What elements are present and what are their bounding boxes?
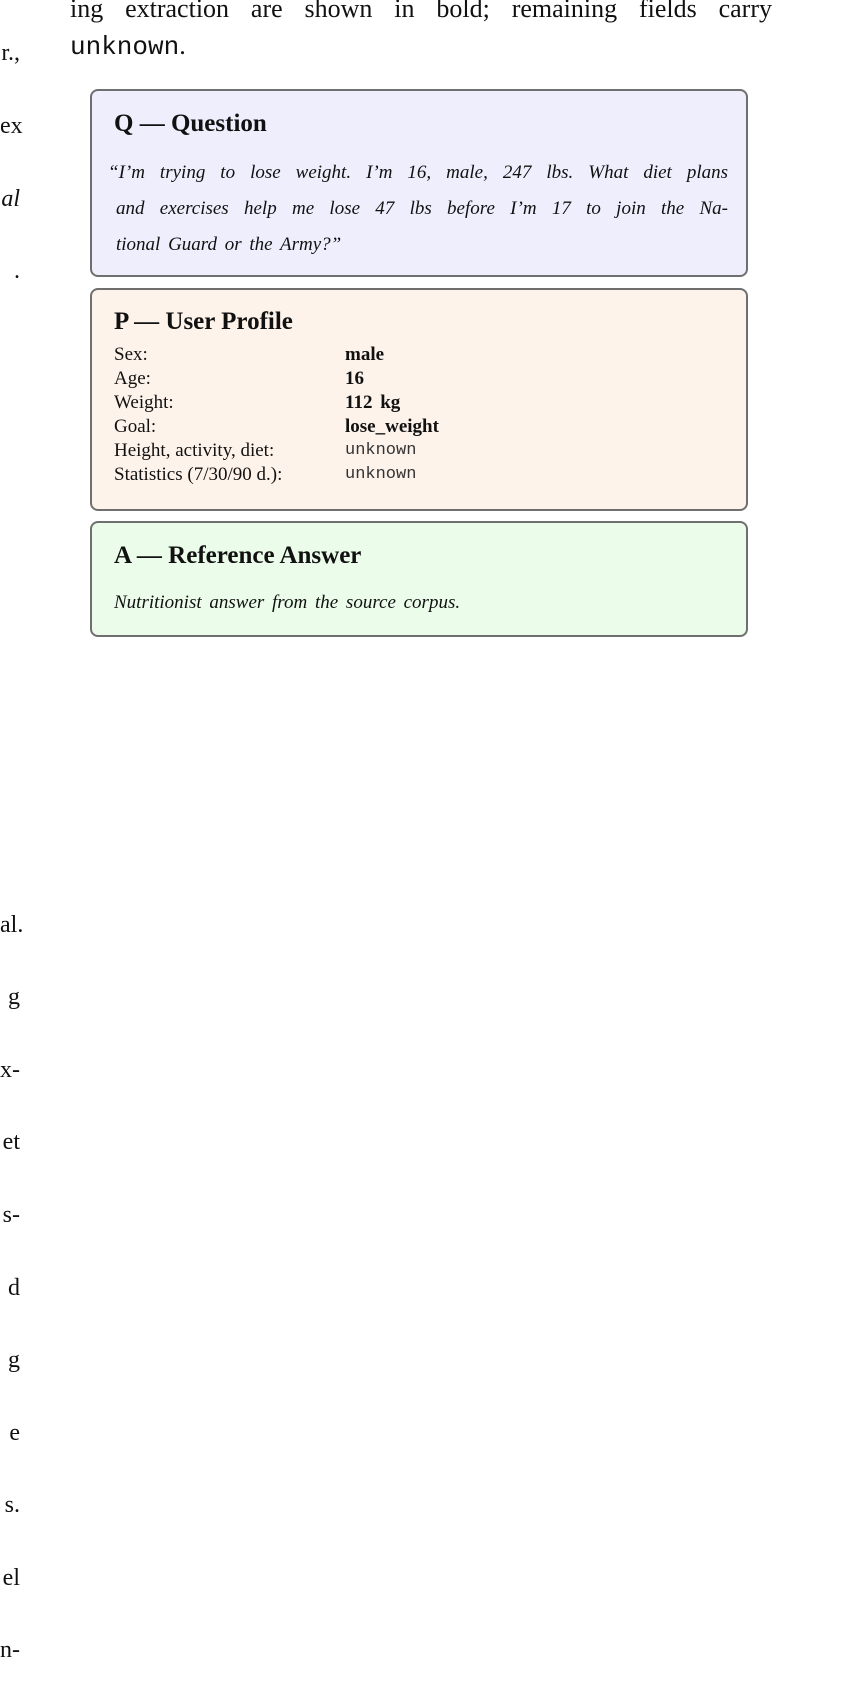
profile-label: Goal: [114, 416, 157, 437]
left-fragment: s. [4, 1492, 20, 1519]
left-fragment [0, 404, 20, 428]
quote-line: tional Guard or the Army?” [116, 234, 342, 255]
left-fragment: e [9, 1419, 20, 1446]
answer-box-title: A — Reference Answer [114, 542, 362, 569]
question-box [90, 89, 748, 277]
profile-label: Age: [114, 368, 151, 389]
answer-text: Nutritionist answer from the source corpus. [114, 592, 461, 613]
left-fragment: al. [0, 911, 24, 938]
left-fragment: ex [0, 113, 23, 139]
profile-label: Sex: [114, 344, 148, 365]
profile-value: unknown [345, 441, 417, 460]
inline-code: unknown [70, 32, 180, 62]
body-paragraph [70, 0, 772, 66]
profile-box-title: P — User Profile [114, 308, 293, 335]
profile-value: unknown [345, 465, 417, 484]
profile-row [114, 343, 439, 367]
profile-value: male [345, 344, 385, 365]
left-fragment [0, 477, 20, 501]
paragraph-line [70, 27, 772, 66]
profile-value: 112 kg [345, 392, 401, 413]
profile-row [114, 391, 439, 415]
profile-label: Statistics (7/30/90 d.): [114, 464, 283, 485]
question-box-title: Q — Question [114, 110, 267, 137]
question-quote [108, 155, 728, 263]
left-fragment [0, 622, 20, 646]
profile-row [114, 439, 439, 463]
paragraph-line: ing extraction are shown in bold; remaining fields carry [70, 0, 772, 23]
left-fragment: al [1, 185, 20, 212]
quote-line: “I’m trying to lose weight. I’m 16, male, 247 lbs. What diet plans [108, 162, 728, 183]
left-column-text [0, 0, 24, 1687]
left-fragment: d [8, 1274, 20, 1301]
profile-table [114, 343, 439, 487]
left-fragment: x- [0, 1056, 20, 1083]
left-fragment: g [8, 1347, 20, 1374]
left-fragment: el [2, 1564, 20, 1591]
left-fragment: . [14, 258, 20, 285]
profile-value: 16 [345, 368, 364, 389]
left-fragment [0, 840, 20, 864]
left-fragment [0, 332, 20, 356]
profile-box [90, 288, 748, 511]
profile-label: Height, activity, diet: [114, 440, 275, 461]
profile-row [114, 463, 439, 487]
profile-row [114, 367, 439, 391]
profile-row [114, 415, 439, 439]
left-fragment: n- [0, 1637, 20, 1664]
left-fragment [0, 767, 20, 791]
left-fragment [0, 695, 20, 719]
left-fragment: et [2, 1129, 20, 1156]
paragraph-punctuation: . [179, 31, 186, 60]
quote-line: and exercises help me lose 47 lbs before I’m 17 to join the Na- [116, 198, 728, 219]
left-fragment: r., [1, 40, 20, 67]
left-fragment: s- [2, 1201, 20, 1228]
profile-value: lose_weight [345, 416, 439, 437]
profile-label: Weight: [114, 392, 174, 413]
left-fragment: g [8, 984, 20, 1011]
left-fragment [0, 550, 20, 574]
answer-box [90, 521, 748, 637]
